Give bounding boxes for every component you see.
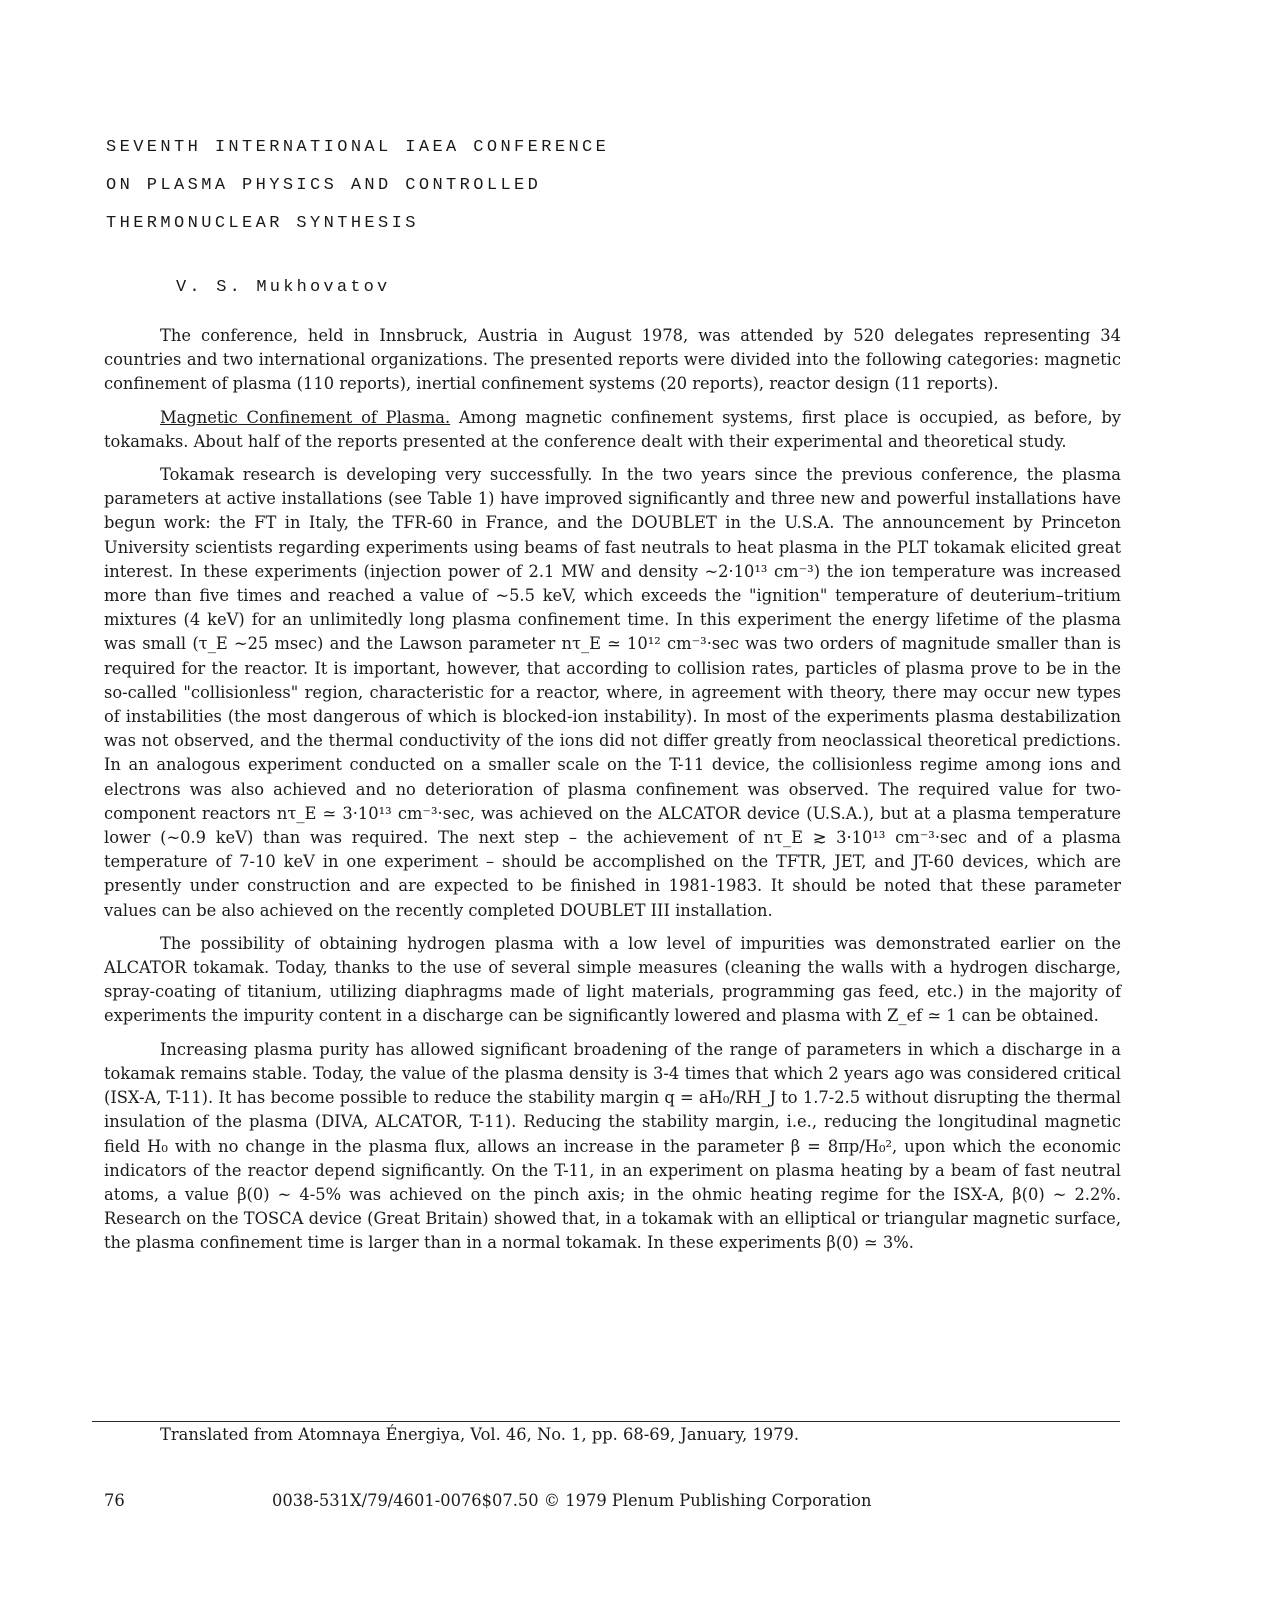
paragraph-intro: The conference, held in Innsbruck, Austria in August 1978, was attended by 520 delegates representing 34 countries and two international organizations. The presented reports were divided into the following categories: magnetic confinement of plasma (110 reports), inertial confinement systems (20 reports), reactor design (11 reports). [104,326,1121,394]
page-number: 76 [104,1491,125,1510]
author: V. S. Mukhovatov [176,278,391,297]
paragraph-text: Among magnetic confinement systems, first place is occupied, as before, by tokamaks. About half of the reports presented at the conference dealt with their experimental and theoretical study. [104,407,1121,451]
publication-code: 0038-531X/79/4601-0076$07.50 © 1979 Plenum Publishing Corporation [272,1491,872,1510]
article-title [106,129,609,243]
translation-note: Translated from Atomnaya Énergiya, Vol. 46, No. 1, pp. 68-69, January, 1979. [160,1425,799,1444]
section-heading: Magnetic Confinement of Plasma. [160,407,451,427]
paragraph-magnetic-confinement [104,406,1121,454]
paragraph-impurities: The possibility of obtaining hydrogen plasma with a low level of impurities was demonstrated earlier on the ALCATOR tokamak. Today, thanks to the use of several simple measures (cleaning the walls with a hydrogen discharge, spray-coating of titanium, utilizing diaphragms made of light materials, programming gas feed, etc.) in the majority of experiments the impurity content in a discharge can be significantly lowered and plasma with Z_ef ≃ 1 can be obtained. [104,933,1121,1026]
title-line-1: SEVENTH INTERNATIONAL IAEA CONFERENCE [106,138,610,157]
footnote-divider [92,1421,1120,1422]
article-body [104,324,1121,1265]
paragraph-tokamak-research: Tokamak research is developing very successfully. In the two years since the previous conference, the plasma parameters at active installations (see Table 1) have improved significantly and three new and powerful installations have begun work: the FT in Italy, the TFR-60 in France, and the DOUBLET in the U.S.A. The announcement by Princeton University scientists regarding experiments using beams of fast neutrals to heat plasma in the PLT tokamak elicited great interest. In these experiments (injection power of 2.1 MW and density ~2·10¹³ cm⁻³) the ion temperature was increased more than five times and reached a value of ~5.5 keV, which exceeds the "ignition" temperature of deuterium–tritium mixtures (4 keV) for an unlimitedly long plasma confinement time. In this experiment the energy lifetime of the plasma was small (τ_E ~25 msec) and the Lawson parameter nτ_E ≃ 10¹² cm⁻³·sec was two orders of magnitude smaller than is required for the reactor. It is important, however, that according to collision rates, particles of plasma prove to be in the so-called "collisionless" region, characteristic for a reactor, where, in agreement with theory, there may occur new types of instabilities (the most dangerous of which is blocked-ion instability). In most of the experiments plasma destabilization was not observed, and the thermal conductivity of the ions did not differ greatly from neoclassical theoretical predictions. In an analogous experiment conducted on a smaller scale on the T-11 device, the collisionless regime among ions and electrons was also achieved and no deterioration of plasma confinement was observed. The required value for two-component reactors nτ_E ≃ 3·10¹³ cm⁻³·sec, was achieved on the ALCATOR device (U.S.A.), but at a plasma temperature lower (~0.9 keV) than was required. The next step – the achievement of nτ_E ≳ 3·10¹³ cm⁻³·sec and of a plasma temperature of 7-10 keV in one experiment – should be accomplished on the TFTR, JET, and JT-60 devices, which are presently under construction and are expected to be finished in 1981-1983. It should be noted that these parameter values can be also achieved on the recently completed DOUBLET III installation. [104,465,1121,920]
paragraph-plasma-purity: Increasing plasma purity has allowed significant broadening of the range of parameters in which a discharge in a tokamak remains stable. Today, the value of the plasma density is 3-4 times that which 2 years ago was considered critical (ISX-A, T-11). It has become possible to reduce the stability margin q = aH₀/RH_J to 1.7-2.5 without disrupting the thermal insulation of the plasma (DIVA, ALCATOR, T-11). Reducing the stability margin, i.e., reducing the longitudinal magnetic field H₀ with no change in the plasma flux, allows an increase in the parameter β = 8πp/H₀², upon which the economic indicators of the reactor depend significantly. On the T-11, in an experiment on plasma heating by a beam of fast neutral atoms, a value β(0) ~ 4-5% was achieved on the pinch axis; in the ohmic heating regime for the ISX-A, β(0) ~ 2.2%. Research on the TOSCA device (Great Britain) showed that, in a tokamak with an elliptical or triangular magnetic surface, the plasma confinement time is larger than in a normal tokamak. In these experiments β(0) ≃ 3%. [104,1039,1121,1253]
title-line-2: ON PLASMA PHYSICS AND CONTROLLED [106,176,542,195]
title-line-3: THERMONUCLEAR SYNTHESIS [106,214,419,233]
